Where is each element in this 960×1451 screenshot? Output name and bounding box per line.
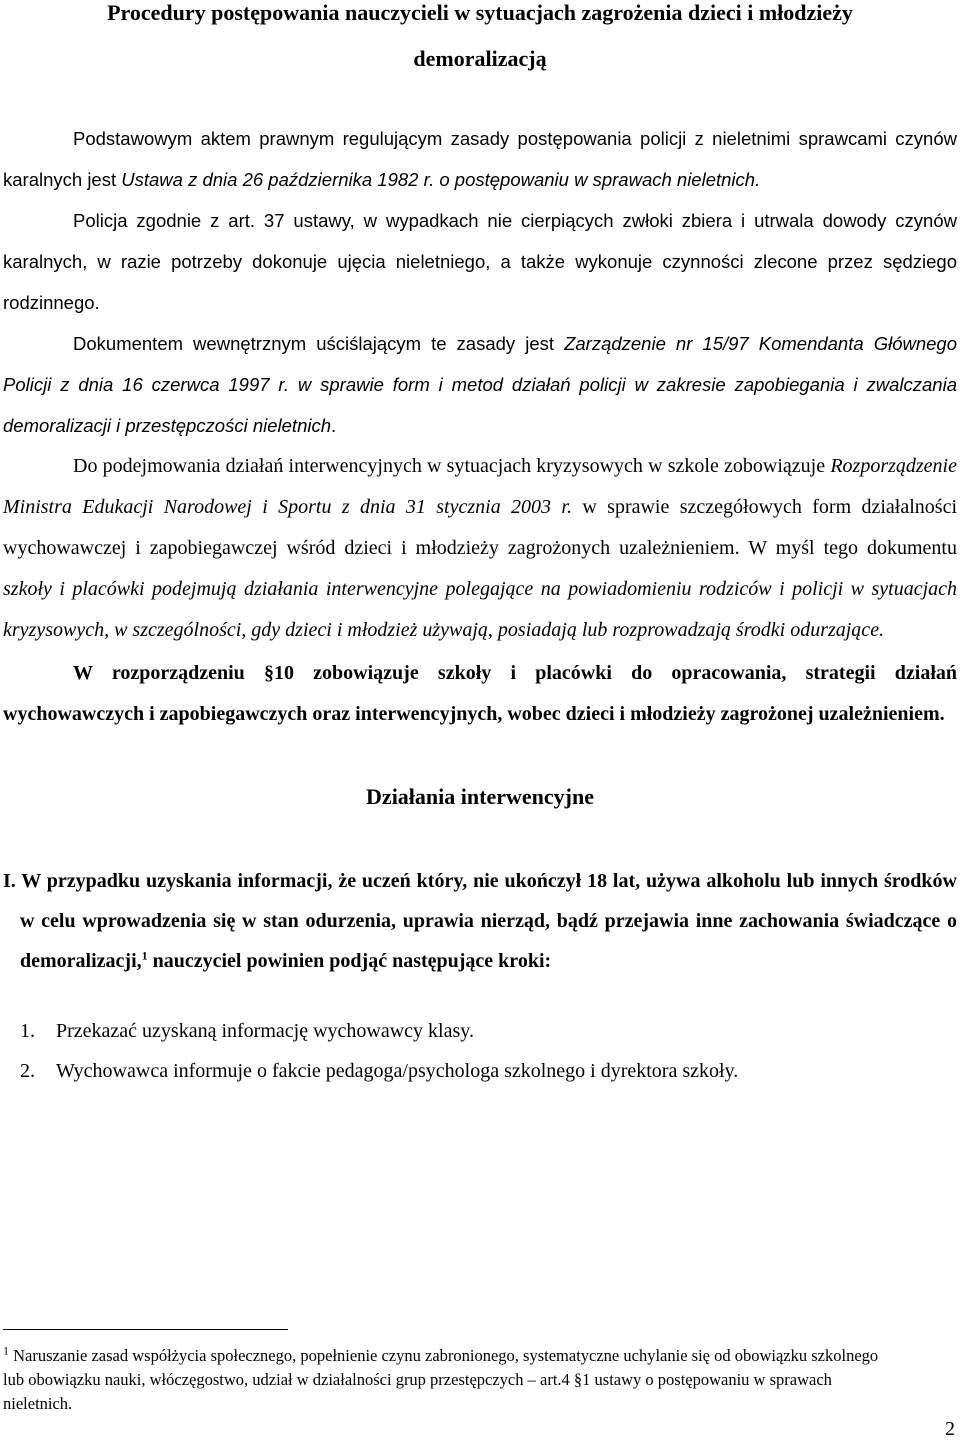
paragraph-legal-basis — [0, 118, 960, 200]
paragraph-text: Policja zgodnie z art. 37 ustawy, w wypadkach nie cierpiących zwłoki zbiera i utrwala dowody czynów karalnych, w razie potrzeby dokonuje ujęcia nieletniego, a także wykonuje czynności zlecone przez sędziego rodzinnego. — [3, 210, 957, 313]
document-title — [0, 0, 960, 79]
paragraph-text: Do podejmowania działań interwencyjnych w sytuacjach kryzysowych w szkole zobowiązuje — [73, 455, 831, 477]
step-number: 2. — [20, 1060, 35, 1082]
page-number: 2 — [945, 1418, 955, 1440]
footnote-text: Naruszanie zasad współżycia społecznego, popełnienie czynu zabronionego, systematyczne uchylanie się od obowiązku szkolnego lub obowiązku nauki, włóczęgostwo, udział w działalności grup przestępczych – art.4 §1 ustawy o postępowaniu w sprawach nieletnich. — [3, 1346, 879, 1413]
paragraph-text-2: w sprawie szczegółowych form działalności wychowawczej i zapobiegawczej wśród dzieci i młodzieży zagrożonych uzależnieniem. W myśl tego dokumentu — [3, 496, 958, 559]
item-text-2: nauczyciel powinien podjąć następujące kroki: — [147, 950, 552, 972]
step-text: Przekazać uzyskaną informację wychowawcy klasy. — [56, 1020, 474, 1042]
section-heading: Działania interwencyjne — [366, 784, 594, 809]
paragraph-text: Podstawowym aktem prawnym regulującym zasady postępowania policji z nieletnimi sprawcami czynów karalnych jest — [3, 128, 957, 190]
title-line-2: demoralizacją — [413, 46, 547, 71]
paragraph-police-duties — [0, 200, 960, 323]
paragraph-text: W rozporządzeniu §10 zobowiązuje szkoły i placówki do opracowania, strategii działań wychowawczych i zapobiegawczych oraz interwencyjnych, wobec dzieci i młodzieży zagrożonej uzależnieniem. — [3, 662, 957, 725]
step-number: 1. — [20, 1020, 35, 1042]
step-text: Wychowawca informuje o fakcie pedagoga/psychologa szkolnego i dyrektora szkoły. — [56, 1060, 739, 1082]
footnote — [3, 1344, 903, 1416]
paragraph-intervention-obligation — [0, 446, 960, 651]
footnote-separator — [3, 1329, 288, 1330]
list-item — [0, 1051, 960, 1091]
statute-reference: Ustawa z dnia 26 października 1982 r. o postępowaniu w sprawach nieletnich. — [121, 169, 761, 190]
paragraph-strategy — [0, 653, 960, 735]
footnote-number: 1 — [3, 1343, 9, 1358]
regulation-reference: Zarządzenie nr 15/97 Komendanta Głównego Policji z dnia 16 czerwca 1997 r. w sprawie form i metod działań policji w zakresie zapobiegania i zwalczania demoralizacji i przestępczości nieletnich — [3, 333, 957, 436]
paragraph-end: . — [331, 415, 337, 436]
document-body — [0, 118, 960, 1091]
ordinance-reference: Rozporządzenie Ministra Edukacji Narodowej i Sportu z dnia 31 stycznia 2003 r. — [3, 455, 957, 518]
list-item — [0, 1011, 960, 1051]
ordinance-quote: szkoły i placówki podejmują działania interwencyjne polegające na powiadomieniu rodziców i policji w sytuacjach kryzysowych, w szczególności, gdy dzieci i młodzież używają, posiadają lub rozprowadzają środki odurzające. — [3, 578, 957, 641]
intervention-item-1 — [0, 861, 960, 981]
paragraph-internal-document — [0, 323, 960, 446]
title-line-1: Procedury postępowania nauczycieli w sytuacjach zagrożenia dzieci i młodzieży — [107, 0, 853, 25]
footnote-marker: 1 — [141, 948, 148, 963]
paragraph-text: Dokumentem wewnętrznym uściślającym te zasady jest — [73, 333, 565, 354]
steps-list — [0, 1011, 960, 1091]
item-text: I. W przypadku uzyskania informacji, że uczeń który, nie ukończył 18 lat, używa alkoholu lub innych środków w celu wprowadzenia się w stan odurzenia, uprawia nierząd, bądź przejawia inne zachowania świadczące o demoralizacji, — [3, 870, 957, 972]
